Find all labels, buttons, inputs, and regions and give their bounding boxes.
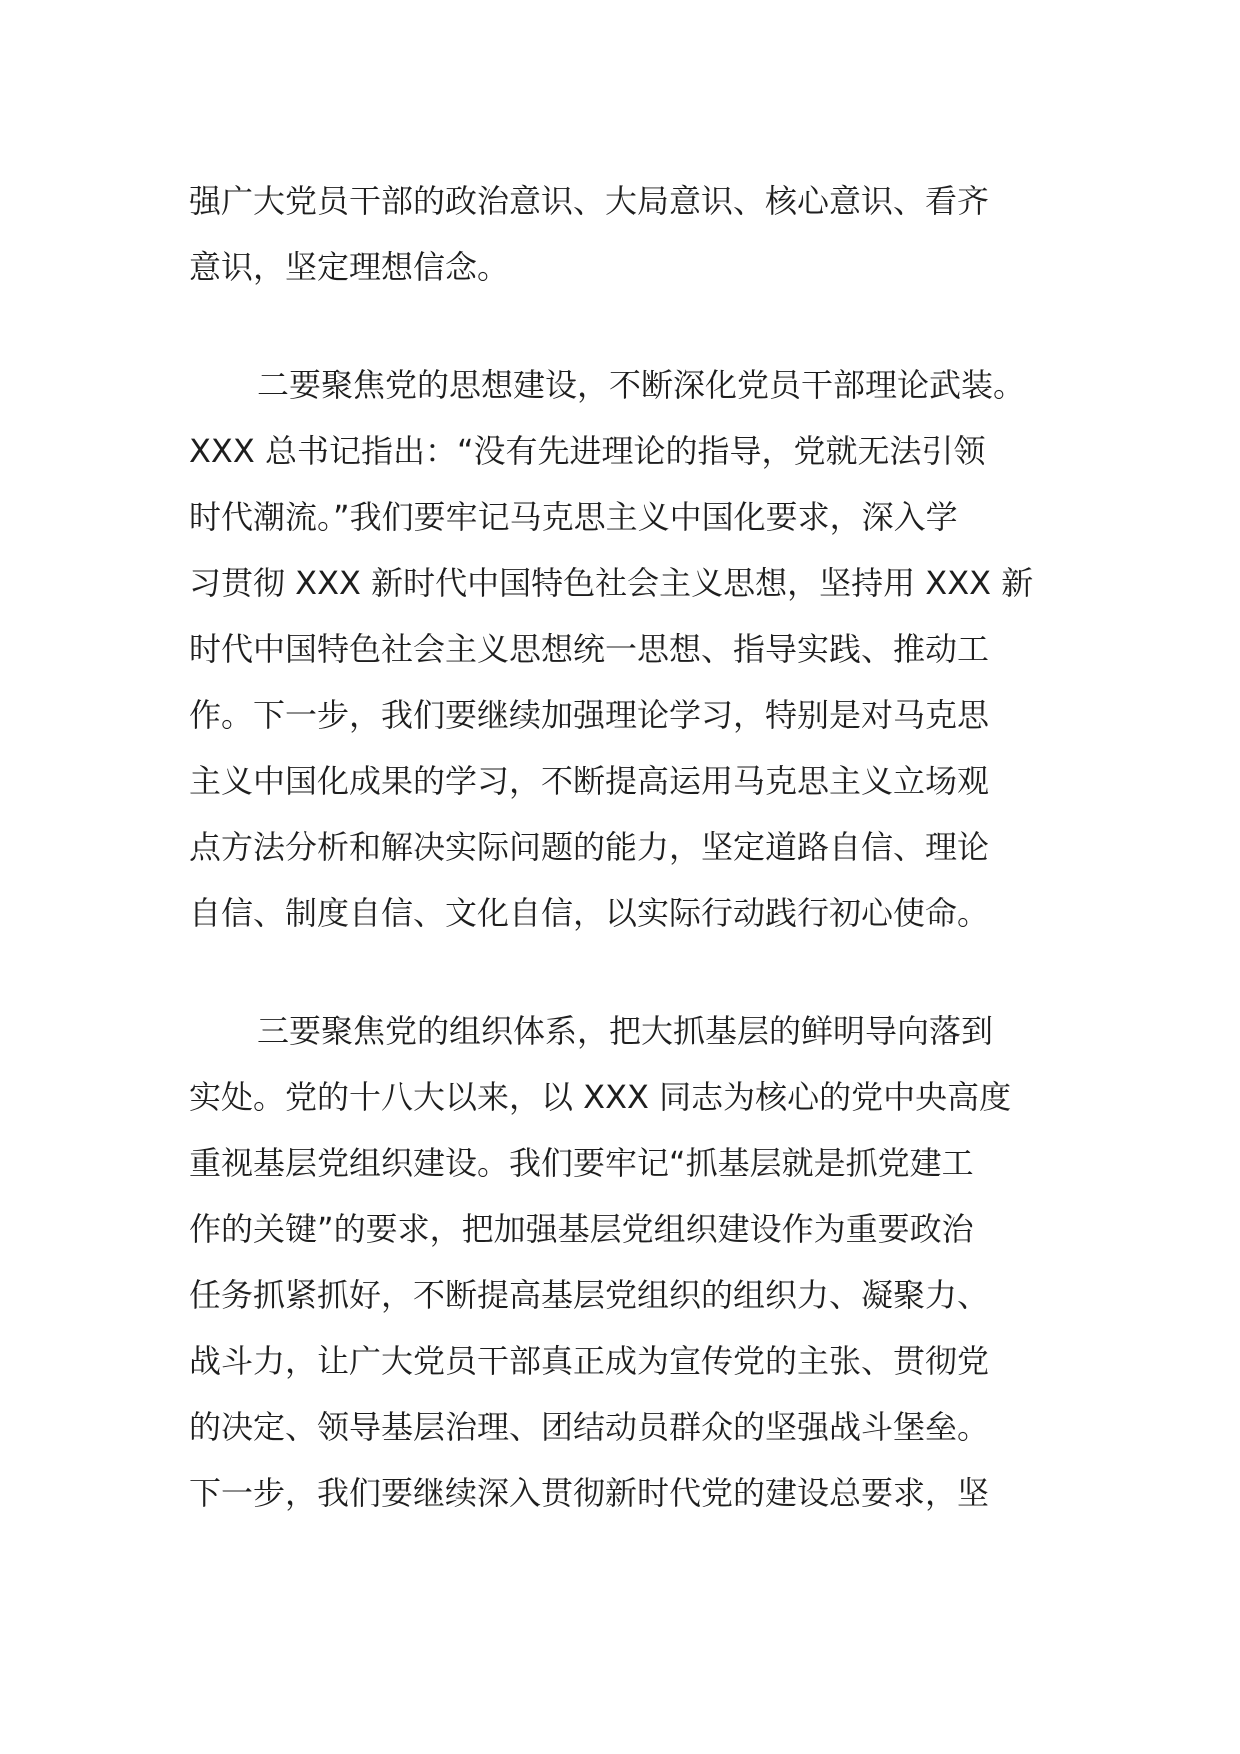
text-line: 意识，坚定理想信念。 xyxy=(189,248,510,286)
body-text xyxy=(189,168,1069,1578)
paragraph-1 xyxy=(189,168,1069,300)
text-line: 下一步，我们要继续深入贯彻新时代党的建设总要求，坚 xyxy=(189,1474,990,1512)
paragraph-3 xyxy=(189,998,1069,1526)
text-line: XXX 总书记指出：“没有先进理论的指导，党就无法引领 xyxy=(189,432,986,470)
text-line: 强广大党员干部的政治意识、大局意识、核心意识、看齐 xyxy=(189,182,990,220)
text-line: 作的关键”的要求，把加强基层党组织建设作为重要政治 xyxy=(189,1210,974,1248)
text-line: 自信、制度自信、文化自信，以实际行动践行初心使命。 xyxy=(189,894,990,932)
text-line: 三要聚焦党的组织体系，把大抓基层的鲜明导向落到 xyxy=(257,1012,994,1050)
text-line: 时代中国特色社会主义思想统一思想、指导实践、推动工 xyxy=(189,630,990,668)
text-line: 作。下一步，我们要继续加强理论学习，特别是对马克思 xyxy=(189,696,990,734)
paragraph-2 xyxy=(189,352,1069,946)
text-line: 二要聚焦党的思想建设，不断深化党员干部理论武装。 xyxy=(257,366,1026,404)
text-line: 任务抓紧抓好，不断提高基层党组织的组织力、凝聚力、 xyxy=(189,1276,990,1314)
text-line: 点方法分析和解决实际问题的能力，坚定道路自信、理论 xyxy=(189,828,990,866)
text-line: 重视基层党组织建设。我们要牢记“抓基层就是抓党建工 xyxy=(189,1144,974,1182)
text-line: 的决定、领导基层治理、团结动员群众的坚强战斗堡垒。 xyxy=(189,1408,990,1446)
text-line: 战斗力，让广大党员干部真正成为宣传党的主张、贯彻党 xyxy=(189,1342,990,1380)
text-line: 主义中国化成果的学习，不断提高运用马克思主义立场观 xyxy=(189,762,990,800)
text-line: 时代潮流。”我们要牢记马克思主义中国化要求，深入学 xyxy=(189,498,958,536)
text-line: 实处。党的十八大以来，以 XXX 同志为核心的党中央高度 xyxy=(189,1078,1012,1116)
text-line: 习贯彻 XXX 新时代中国特色社会主义思想，坚持用 XXX 新 xyxy=(189,564,1034,602)
